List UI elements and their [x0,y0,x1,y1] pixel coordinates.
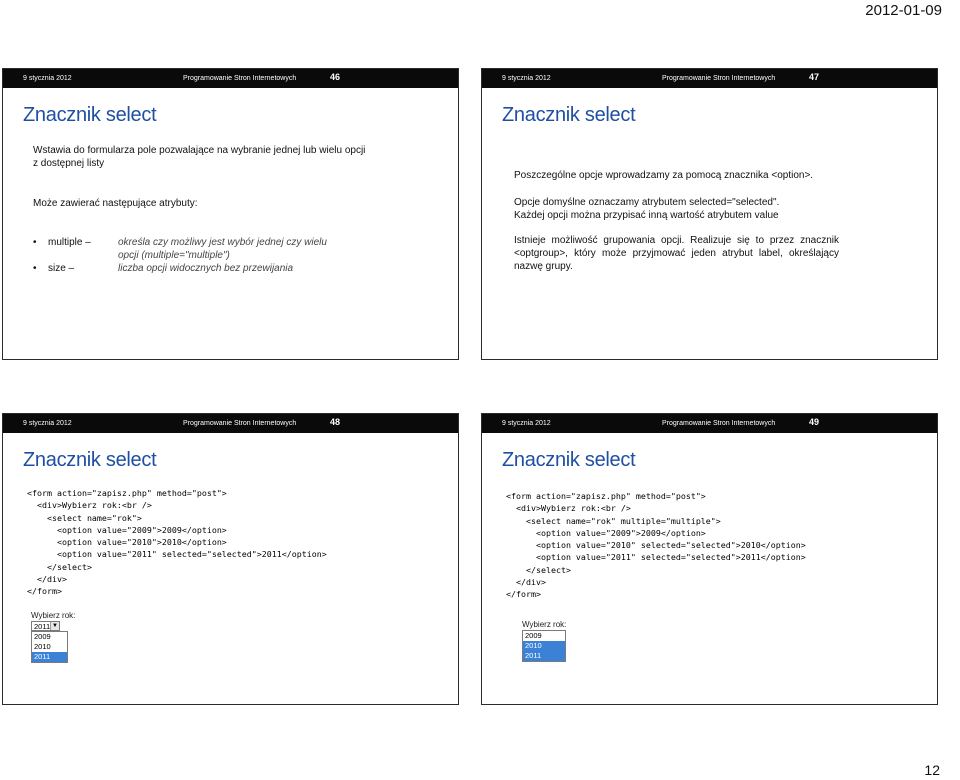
option-item-selected[interactable]: 2010 [523,641,565,651]
slide-header-title: Programowanie Stron Internetowych [662,75,776,82]
slide-title: Znacznik select [502,449,636,471]
attr-desc: opcji (multiple="multiple") [118,250,230,261]
slide-date: 9 stycznia 2012 [23,75,72,82]
slide-paragraph: Każdej opcji można przypisać inną wartość atrybutem value [514,210,779,221]
attr-name: multiple – [48,237,91,248]
option-item[interactable]: 2009 [34,632,51,641]
year-dropdown[interactable] [31,621,60,631]
bullet-icon: • [33,263,37,274]
option-item-selected[interactable]: 2011 [523,651,565,661]
slide-header [482,414,937,433]
slide-header [482,69,937,88]
slide-paragraph: Poszczególne opcje wprowadzamy za pomocą znacznika <option>. [514,170,814,181]
dropdown-options [31,631,68,663]
slide-header [3,414,458,433]
bullet-icon: • [33,237,37,248]
slide-date: 9 stycznia 2012 [23,420,72,427]
widget-label: Wybierz rok: [522,620,567,629]
slide-48 [2,413,459,705]
slide-date: 9 stycznia 2012 [502,75,551,82]
slide-47 [481,68,938,360]
chevron-down-icon[interactable]: ▼ [50,622,59,630]
select-widget-demo [522,620,566,662]
select-widget-demo [31,611,75,663]
page-date: 2012-01-09 [865,2,942,19]
slide-number: 48 [330,417,341,427]
slide-header-title: Programowanie Stron Internetowych [662,420,776,427]
slide-46 [2,68,459,360]
slide-number: 46 [330,72,341,82]
slide-title: Znacznik select [23,449,157,471]
slide-paragraph: Opcje domyślne oznaczamy atrybutem selected="selected". [514,197,780,208]
slide-paragraph: Istnieje możliwość grupowania opcji. Realizuje się to przez znacznik <optgroup>, który może przyjmować jeden atrybut label, określający nazwę grupy. [514,235,839,272]
multi-select-list[interactable] [522,630,566,662]
code-block: <form action="zapisz.php" method="post"> <div>Wybierz rok:<br /> <select name="rok"> <option value="2009">2009</option> <option value="2010">2010</option> <option value="2011" selected="selected">2011</option> </select> </div> </form> [27,488,327,597]
attr-name: size – [48,263,75,274]
slide-header-title: Programowanie Stron Internetowych [183,75,297,82]
slide-header [3,69,458,88]
slide-number: 49 [809,417,820,427]
slide-paragraph: Wstawia do formularza pole pozwalające na wybranie jednej lub wielu opcji z dostępnej listy [33,145,366,169]
dropdown-value: 2011 [34,622,51,631]
page-number: 12 [924,762,940,778]
code-block: <form action="zapisz.php" method="post"> <div>Wybierz rok:<br /> <select name="rok" multiple="multiple"> <option value="2009">2009</option> <option value="2010" selected="selected">2010</option> <option value="2011" selected="selected">2011</option> </select> </div> </form> [506,491,806,600]
slide-title: Znacznik select [23,104,157,126]
slide-date: 9 stycznia 2012 [502,420,551,427]
option-item-selected[interactable]: 2011 [32,652,67,662]
option-item[interactable]: 2010 [34,642,51,651]
attr-desc: określa czy możliwy jest wybór jednej czy wielu [118,237,327,248]
option-item[interactable]: 2009 [525,631,542,640]
slide-title: Znacznik select [502,104,636,126]
attr-desc: liczba opcji widocznych bez przewijania [118,263,294,274]
widget-label: Wybierz rok: [31,611,76,620]
slide-paragraph: Może zawierać następujące atrybuty: [33,198,198,209]
slide-49 [481,413,938,705]
slide-number: 47 [809,72,820,82]
slide-header-title: Programowanie Stron Internetowych [183,420,297,427]
